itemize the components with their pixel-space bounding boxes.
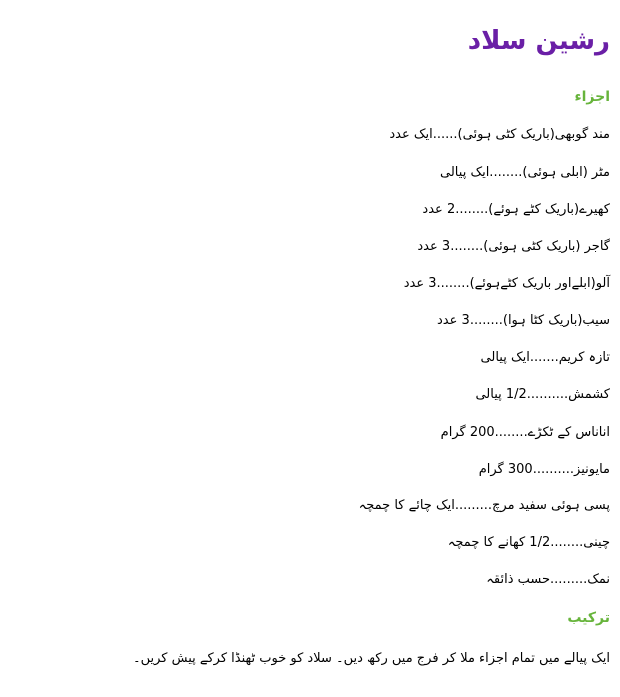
ingredient-item: تازہ کریم.......ایک پیالی [480,350,610,365]
ingredients-heading: اجزاء [574,89,610,105]
ingredient-item: چینی........1/2 کھانے کا چمچہ [447,535,610,550]
recipe-title: رشین سلاد [467,26,610,56]
ingredient-item: پسی ہوئی سفید مرچ.........ایک چائے کا چمچہ [358,498,610,513]
ingredient-item: نمک.........حسب ذائقہ [486,572,610,587]
ingredient-item: گاجر (باریک کٹی ہوئی)........3 عدد [417,239,610,254]
ingredient-item: سیب(باریک کٹا ہوا)........3 عدد [437,313,610,328]
ingredient-item: اناناس کے ٹکڑے........200 گرام [440,425,610,440]
method-heading: ترکیب [567,610,610,626]
ingredient-item: مند گوبھی(باریک کٹی ہوئی)......ایک عدد [389,127,610,142]
ingredient-item: کھیرے(باریک کٹے ہوئے)........2 عدد [422,202,610,217]
ingredient-item: کشمش..........1/2 پیالی [475,387,610,402]
ingredient-item: مٹر (ابلی ہوئی)........ایک پیالی [440,165,610,180]
ingredient-item: مایونیز..........300 گرام [478,462,610,477]
method-text: ایک پیالے میں تمام اجزاء ملا کر فرج میں رکھ دیں۔ سلاد کو خوب ٹھنڈا کرکے پیش کریں۔ [133,651,610,666]
ingredient-item: آلو(ابلےاور باریک کٹےہوئے)........3 عدد [403,276,610,291]
